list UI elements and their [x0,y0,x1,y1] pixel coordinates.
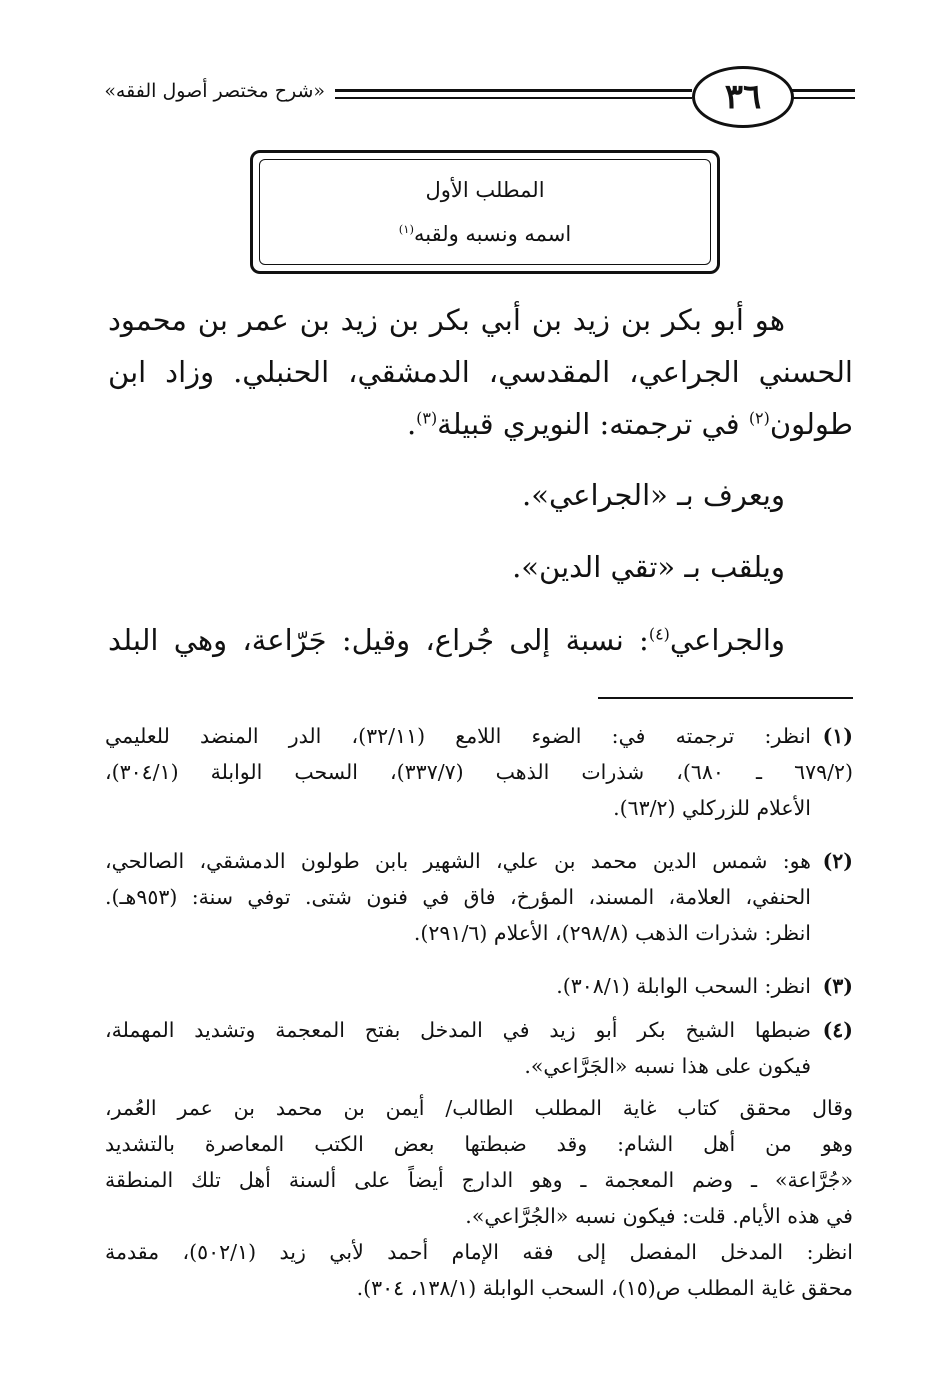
footnote-separator [598,697,853,699]
footnote-line: وقال محقق كتاب غاية المطلب الطالب/ أيمن بن محمد بن عمر العُمر، [105,1096,853,1120]
footnote-number: (٢) [822,849,853,873]
running-header-title: «شرح مختصر أصول الفقه» [104,80,325,102]
footnote-line: هو: شمس الدين محمد بن علي، الشهير بابن طولون الدمشقي، الصالحي، [105,849,811,873]
section-title-inner-frame [259,159,711,265]
page-number-badge [692,66,794,128]
footnote-ref-4: (٤) [648,624,670,644]
body-line-3 [407,407,853,441]
body-paragraph-title: ويلقب بـ «تقي الدين». [512,550,785,584]
footnote-number: (٤) [822,1018,853,1042]
footnote-ref-2: (٢) [748,408,770,428]
body-origin-text-a: والجراعي [669,623,785,657]
body-paragraph-origin [108,623,785,657]
footnote-number: (١) [822,724,853,748]
footnote-line: محقق غاية المطلب ص(١٥)، السحب الوابلة (١٣٨/١، ٣٠٤). [356,1276,853,1300]
footnote-line: الأعلام للزركلي (٦٣/٢). [613,796,811,820]
section-title-box [250,150,720,274]
body-line-3-text-b: في ترجمته: النويري قبيلة [437,407,749,441]
footnote-2 [105,843,853,953]
footnote-1 [105,718,853,828]
body-paragraph-known-as: ويعرف بـ «الجراعي». [522,478,785,512]
footnote-line: الحنفي، العلامة، المسند، المؤرخ، فاق في فنون شتى. توفي سنة: (٩٥٣هـ). [105,885,811,909]
footnote-line: انظر: شذرات الذهب (٢٩٨/٨)، الأعلام (٢٩١/٦). [413,921,811,945]
section-subheading-text: اسمه ونسبه ولقبه [413,222,572,246]
body-line-3-text-a: طولون [769,407,853,441]
footnote-ref-1: (١) [398,222,414,236]
footnote-4 [105,1012,853,1342]
body-origin-text-b: : نسبة إلى جُراع، وقيل: جَرّاعة، وهي البلد [108,623,649,657]
footnote-line: فيكون على هذا نسبه «الجَرَّاعي». [524,1054,811,1078]
footnote-line: «جُرَّاعة» ـ وضم المعجمة ـ وهو الدارج أيضاً على ألسنة أهل تلك المنطقة [105,1168,853,1192]
footnote-line: ضبطها الشيخ بكر أبو زيد في المدخل بفتح المعجمة وتشديد المهملة، [105,1018,811,1042]
footnote-line: (٦٧٩/٢ ـ ٦٨٠)، شذرات الذهب (٣٣٧/٧)، السحب الوابلة (٣٠٤/١)، [105,760,853,784]
footnote-number: (٣) [822,974,853,998]
section-heading: المطلب الأول [425,178,545,202]
footnote-3 [105,968,853,1004]
section-subheading [399,212,572,256]
footnote-line: انظر: السحب الوابلة (٣٠٨/١). [556,974,811,998]
footnote-line: وهو من أهل الشام: وقد ضبطتها بعض الكتب المعاصرة بالتشديد [105,1132,853,1156]
page-number: ٣٦ [724,77,762,117]
header-rule-left-bottom [335,97,692,99]
footnote-line: انظر: ترجمته في: الضوء اللامع (٣٢/١١)، الدر المنضد للعليمي [105,724,811,748]
header-rule-right-bottom [788,97,855,99]
body-line-3-text-c: . [406,407,417,441]
footnote-line: في هذه الأيام. قلت: فيكون نسبه «الجُرَّاعي». [465,1204,853,1228]
header-rule-left-top [335,89,692,92]
header-rule-right-top [788,89,855,92]
footnote-ref-3: (٣) [416,408,438,428]
body-line-1: هو أبو بكر بن زيد بن أبي بكر بن زيد بن عمر بن محمود [108,303,785,337]
body-line-2: الحسني الجراعي، المقدسي، الدمشقي، الحنبلي. وزاد ابن [108,355,853,389]
footnote-line: انظر: المدخل المفصل إلى فقه الإمام أحمد لأبي زيد (٥٠٢/١)، مقدمة [105,1240,853,1264]
